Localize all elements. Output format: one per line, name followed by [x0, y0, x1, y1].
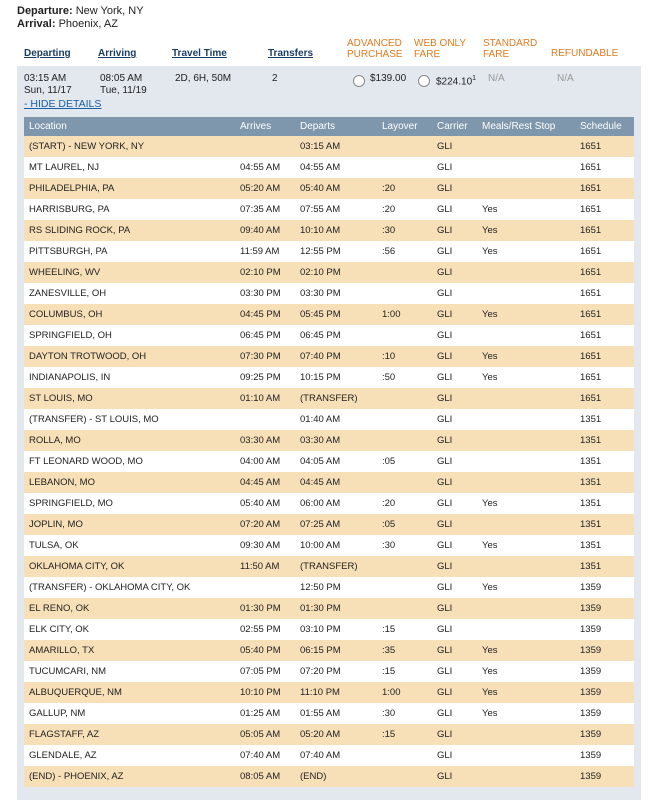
table-row [24, 640, 634, 661]
col-arrives: Arrives [240, 121, 272, 132]
col-location: Location [29, 121, 67, 132]
departure-value: New York, NY [75, 5, 144, 17]
cell-departs: 07:20 PM [300, 666, 341, 677]
cell-departs: 04:45 AM [300, 477, 341, 488]
cell-departs: 01:55 AM [300, 708, 341, 719]
cell-schedule: 1651 [580, 351, 602, 362]
cell-departs: 06:00 AM [300, 498, 341, 509]
cell-carrier: GLI [437, 603, 453, 614]
cell-departs: 12:55 PM [300, 246, 341, 257]
cell-carrier: GLI [437, 624, 453, 635]
cell-location: ALBUQUERQUE, NM [29, 687, 122, 698]
cell-meal: Yes [482, 246, 498, 257]
cell-arrives: 05:40 PM [240, 645, 281, 656]
cell-arrives: 01:10 AM [240, 393, 281, 404]
table-row [24, 472, 634, 493]
advanced-purchase-heading [347, 38, 403, 60]
cell-layover: :56 [382, 246, 396, 257]
cell-layover: 1:00 [382, 687, 401, 698]
cell-carrier: GLI [437, 372, 453, 383]
advanced-purchase-radio[interactable] [353, 75, 365, 87]
standard-fare-heading [483, 38, 537, 60]
cell-meal: Yes [482, 309, 498, 320]
cell-carrier: GLI [437, 183, 453, 194]
cell-schedule: 1359 [580, 687, 602, 698]
table-row [24, 514, 634, 535]
cell-departs: 12:50 PM [300, 582, 341, 593]
cell-departs: 07:25 AM [300, 519, 341, 530]
cell-schedule: 1351 [580, 414, 602, 425]
departure-label: Departure: [17, 5, 73, 17]
cell-meal: Yes [482, 498, 498, 509]
cell-location: COLUMBUS, OH [29, 309, 103, 320]
cell-departs: 10:00 AM [300, 540, 341, 551]
cell-carrier: GLI [437, 204, 453, 215]
cell-departs: 05:45 PM [300, 309, 341, 320]
cell-schedule: 1351 [580, 498, 602, 509]
sort-travel-time-link[interactable]: Travel Time [172, 48, 227, 59]
cell-schedule: 1351 [580, 519, 602, 530]
cell-schedule: 1651 [580, 141, 602, 152]
cell-meal: Yes [482, 372, 498, 383]
cell-carrier: GLI [437, 456, 453, 467]
cell-location: INDIANAPOLIS, IN [29, 372, 111, 383]
table-row [24, 220, 634, 241]
cell-schedule: 1359 [580, 708, 602, 719]
cell-departs: 02:10 PM [300, 267, 341, 278]
cell-layover: :30 [382, 540, 396, 551]
cell-departs: (END) [300, 771, 327, 782]
cell-layover: :10 [382, 351, 396, 362]
cell-departs: 05:40 AM [300, 183, 341, 194]
advanced-purchase-heading-line2: PURCHASE [347, 49, 403, 60]
schedule-table-header [24, 117, 634, 136]
web-only-footnote[interactable]: 1 [472, 75, 477, 82]
table-row [24, 346, 634, 367]
cell-carrier: GLI [437, 561, 453, 572]
table-row [24, 577, 634, 598]
standard-heading-line1: STANDARD [483, 38, 538, 49]
cell-arrives: 11:59 AM [240, 246, 280, 257]
cell-meal: Yes [482, 687, 498, 698]
cell-schedule: 1359 [580, 729, 602, 740]
schedule-table-body [24, 136, 634, 787]
cell-schedule: 1351 [580, 477, 602, 488]
arrive-date: Tue, 11/19 [100, 85, 147, 96]
cell-carrier: GLI [437, 246, 453, 257]
cell-location: (TRANSFER) - OKLAHOMA CITY, OK [29, 582, 191, 593]
cell-schedule: 1651 [580, 246, 602, 257]
cell-location: AMARILLO, TX [29, 645, 95, 656]
cell-layover: :20 [382, 204, 396, 215]
cell-location: SPRINGFIELD, OH [29, 330, 112, 341]
cell-meal: Yes [482, 582, 498, 593]
refundable-heading: REFUNDABLE [551, 48, 619, 59]
cell-schedule: 1359 [580, 624, 602, 635]
cell-departs: 03:30 AM [300, 435, 341, 446]
arrive-time: 08:05 AM [100, 73, 143, 84]
sort-transfers-link[interactable]: Transfers [268, 48, 314, 59]
cell-layover: :50 [382, 372, 396, 383]
cell-departs: (TRANSFER) [300, 393, 358, 404]
cell-layover: :30 [382, 708, 396, 719]
cell-arrives: 01:25 AM [240, 708, 281, 719]
table-row [24, 409, 634, 430]
cell-layover: :05 [382, 519, 396, 530]
cell-layover: :20 [382, 183, 396, 194]
cell-arrives: 02:10 PM [240, 267, 281, 278]
transfers-value: 2 [272, 73, 278, 84]
cell-layover: :15 [382, 666, 396, 677]
cell-location: JOPLIN, MO [29, 519, 83, 530]
cell-carrier: GLI [437, 351, 453, 362]
web-only-price: $224.10 [436, 76, 473, 88]
cell-arrives: 07:40 AM [240, 750, 281, 761]
cell-layover: 1:00 [382, 309, 401, 320]
travel-time-value: 2D, 6H, 50M [175, 73, 232, 84]
cell-departs: 07:40 PM [300, 351, 341, 362]
cell-arrives: 09:25 PM [240, 372, 281, 383]
cell-departs: 03:15 AM [300, 141, 341, 152]
cell-location: HARRISBURG, PA [29, 204, 110, 215]
cell-location: FT LEONARD WOOD, MO [29, 456, 143, 467]
cell-departs: 05:20 AM [300, 729, 341, 740]
table-row [24, 682, 634, 703]
cell-carrier: GLI [437, 477, 453, 488]
cell-location: GALLUP, NM [29, 708, 86, 719]
table-row [24, 703, 634, 724]
advanced-purchase-heading-line1: ADVANCED [347, 38, 402, 49]
cell-location: SPRINGFIELD, MO [29, 498, 113, 509]
cell-schedule: 1359 [580, 603, 602, 614]
cell-arrives: 09:30 AM [240, 540, 281, 551]
cell-location: PHILADELPHIA, PA [29, 183, 115, 194]
col-meals: Meals/Rest Stop [482, 121, 556, 132]
cell-location: OKLAHOMA CITY, OK [29, 561, 125, 572]
cell-schedule: 1651 [580, 372, 602, 383]
cell-layover: :35 [382, 645, 396, 656]
cell-schedule: 1651 [580, 393, 602, 404]
table-row [24, 304, 634, 325]
cell-schedule: 1651 [580, 288, 602, 299]
table-row [24, 283, 634, 304]
cell-arrives: 07:30 PM [240, 351, 281, 362]
cell-carrier: GLI [437, 267, 453, 278]
cell-carrier: GLI [437, 309, 453, 320]
cell-carrier: GLI [437, 414, 453, 425]
cell-schedule: 1351 [580, 540, 602, 551]
cell-carrier: GLI [437, 330, 453, 341]
col-layover: Layover [382, 121, 418, 132]
cell-schedule: 1651 [580, 183, 602, 194]
cell-arrives: 02:55 PM [240, 624, 281, 635]
trip-header [17, 5, 144, 31]
cell-schedule: 1651 [580, 225, 602, 236]
cell-carrier: GLI [437, 393, 453, 404]
cell-layover: :05 [382, 456, 396, 467]
cell-arrives: 07:05 PM [240, 666, 281, 677]
cell-schedule: 1359 [580, 750, 602, 761]
cell-location: MT LAUREL, NJ [29, 162, 100, 173]
cell-meal: Yes [482, 666, 498, 677]
table-row [24, 157, 634, 178]
cell-carrier: GLI [437, 750, 453, 761]
cell-location: LEBANON, MO [29, 477, 95, 488]
col-schedule: Schedule [580, 121, 622, 132]
cell-location: PITTSBURGH, PA [29, 246, 108, 257]
cell-schedule: 1359 [580, 645, 602, 656]
cell-layover: :15 [382, 729, 396, 740]
table-row [24, 199, 634, 220]
cell-arrives: 04:00 AM [240, 456, 281, 467]
cell-schedule: 1359 [580, 771, 602, 782]
cell-location: (END) - PHOENIX, AZ [29, 771, 124, 782]
cell-meal: Yes [482, 351, 498, 362]
cell-arrives: 11:50 AM [240, 561, 280, 572]
cell-departs: (TRANSFER) [300, 561, 358, 572]
cell-schedule: 1359 [580, 666, 602, 677]
cell-location: EL RENO, OK [29, 603, 90, 614]
cell-arrives: 05:20 AM [240, 183, 281, 194]
cell-arrives: 05:40 AM [240, 498, 281, 509]
col-carrier: Carrier [437, 121, 468, 132]
cell-departs: 11:10 PM [300, 687, 340, 698]
cell-carrier: GLI [437, 540, 453, 551]
web-only-heading-line1: WEB ONLY [414, 38, 467, 49]
cell-location: (START) - NEW YORK, NY [29, 141, 145, 152]
cell-arrives: 04:55 AM [240, 162, 281, 173]
advanced-purchase-price: $139.00 [370, 73, 407, 84]
cell-location: TULSA, OK [29, 540, 79, 551]
table-row [24, 745, 634, 766]
cell-departs: 10:10 AM [300, 225, 341, 236]
cell-departs: 04:05 AM [300, 456, 341, 467]
cell-location: TUCUMCARI, NM [29, 666, 107, 677]
cell-schedule: 1351 [580, 456, 602, 467]
arriving-summary [100, 73, 147, 97]
cell-departs: 07:40 AM [300, 750, 341, 761]
cell-location: FLAGSTAFF, AZ [29, 729, 100, 740]
cell-arrives: 04:45 AM [240, 477, 281, 488]
cell-carrier: GLI [437, 225, 453, 236]
table-row [24, 262, 634, 283]
standard-heading-line2: FARE [483, 49, 510, 60]
sort-arriving-link[interactable]: Arriving [98, 48, 137, 59]
cell-layover: :30 [382, 225, 396, 236]
table-row [24, 241, 634, 262]
cell-location: WHEELING, WV [29, 267, 101, 278]
cell-schedule: 1651 [580, 330, 602, 341]
cell-carrier: GLI [437, 288, 453, 299]
cell-layover: :20 [382, 498, 396, 509]
cell-departs: 01:40 AM [300, 414, 341, 425]
cell-arrives: 03:30 PM [240, 288, 281, 299]
cell-carrier: GLI [437, 729, 453, 740]
cell-schedule: 1359 [580, 582, 602, 593]
table-row [24, 367, 634, 388]
cell-schedule: 1651 [580, 267, 602, 278]
cell-location: ST LOUIS, MO [29, 393, 93, 404]
departure-line [17, 5, 144, 18]
cell-arrives: 07:20 AM [240, 519, 281, 530]
cell-layover: :15 [382, 624, 396, 635]
cell-meal: Yes [482, 645, 498, 656]
table-row [24, 724, 634, 745]
cell-location: ZANESVILLE, OH [29, 288, 107, 299]
cell-meal: Yes [482, 540, 498, 551]
cell-carrier: GLI [437, 645, 453, 656]
cell-schedule: 1651 [580, 204, 602, 215]
cell-arrives: 08:05 AM [240, 771, 281, 782]
table-row [24, 493, 634, 514]
table-row [24, 430, 634, 451]
cell-schedule: 1651 [580, 309, 602, 320]
cell-meal: Yes [482, 225, 498, 236]
cell-departs: 07:55 AM [300, 204, 341, 215]
cell-location: DAYTON TROTWOOD, OH [29, 351, 147, 362]
table-row [24, 388, 634, 409]
cell-departs: 06:45 PM [300, 330, 341, 341]
col-departs: Departs [300, 121, 336, 132]
arrival-line [17, 18, 144, 31]
cell-carrier: GLI [437, 666, 453, 677]
cell-carrier: GLI [437, 771, 453, 782]
table-row [24, 451, 634, 472]
arrival-value: Phoenix, AZ [58, 18, 118, 30]
cell-location: GLENDALE, AZ [29, 750, 97, 761]
refundable-value: N/A [557, 73, 574, 84]
cell-location: RS SLIDING ROCK, PA [29, 225, 131, 236]
table-row [24, 556, 634, 577]
table-row [24, 136, 634, 157]
cell-location: ROLLA, MO [29, 435, 81, 446]
cell-schedule: 1351 [580, 561, 602, 572]
cell-meal: Yes [482, 708, 498, 719]
cell-schedule: 1351 [580, 435, 602, 446]
cell-carrier: GLI [437, 141, 453, 152]
table-row [24, 535, 634, 556]
cell-arrives: 10:10 PM [240, 687, 281, 698]
web-only-fare-radio[interactable] [418, 75, 430, 87]
web-only-fare-heading [414, 38, 466, 60]
sort-departing-link[interactable]: Departing [24, 48, 71, 59]
cell-carrier: GLI [437, 435, 453, 446]
web-only-heading-line2: FARE [414, 49, 441, 60]
cell-arrives: 06:45 PM [240, 330, 281, 341]
cell-departs: 01:30 PM [300, 603, 341, 614]
cell-location: ELK CITY, OK [29, 624, 90, 635]
hide-details-link[interactable]: - HIDE DETAILS [24, 98, 102, 110]
cell-carrier: GLI [437, 687, 453, 698]
table-row [24, 178, 634, 199]
cell-carrier: GLI [437, 162, 453, 173]
cell-arrives: 05:05 AM [240, 729, 281, 740]
table-row [24, 661, 634, 682]
cell-arrives: 09:40 AM [240, 225, 281, 236]
cell-carrier: GLI [437, 498, 453, 509]
cell-departs: 03:30 PM [300, 288, 341, 299]
depart-time: 03:15 AM [24, 73, 67, 84]
table-row [24, 325, 634, 346]
depart-date: Sun, 11/17 [24, 85, 72, 96]
table-row [24, 766, 634, 787]
departing-summary [24, 73, 72, 97]
table-row [24, 619, 634, 640]
cell-departs: 06:15 PM [300, 645, 341, 656]
cell-departs: 04:55 AM [300, 162, 341, 173]
cell-meal: Yes [482, 204, 498, 215]
cell-departs: 03:10 PM [300, 624, 341, 635]
cell-arrives: 03:30 AM [240, 435, 281, 446]
cell-carrier: GLI [437, 708, 453, 719]
cell-arrives: 01:30 PM [240, 603, 281, 614]
web-only-price-wrap [436, 73, 476, 88]
cell-arrives: 04:45 PM [240, 309, 281, 320]
table-row [24, 598, 634, 619]
cell-carrier: GLI [437, 519, 453, 530]
cell-carrier: GLI [437, 582, 453, 593]
standard-fare-value: N/A [488, 73, 505, 84]
cell-departs: 10:15 PM [300, 372, 341, 383]
cell-arrives: 07:35 AM [240, 204, 281, 215]
cell-location: (TRANSFER) - ST LOUIS, MO [29, 414, 159, 425]
arrival-label: Arrival: [17, 18, 56, 30]
cell-schedule: 1651 [580, 162, 602, 173]
